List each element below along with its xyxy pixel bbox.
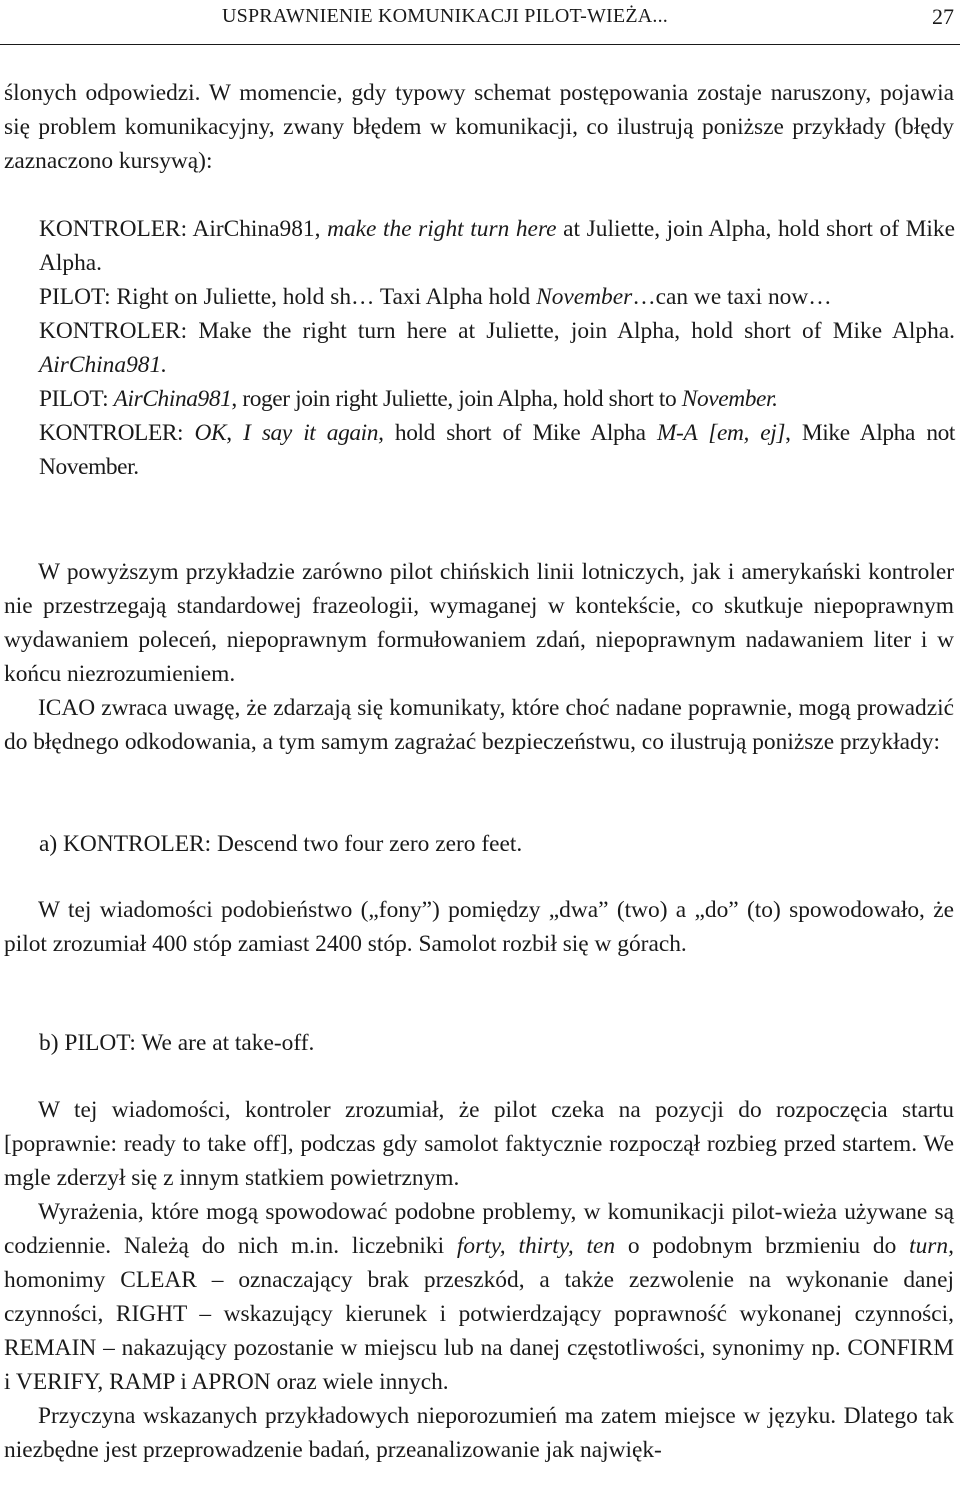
analysis-section	[4, 555, 954, 759]
closing-section	[4, 1093, 954, 1467]
paragraph-6: Przyczyna wskazanych przykładowych nieporozumień ma zatem miejsce w języku. Dlatego tak niezbędne jest przeprowadzenie badań, przeanalizowanie jak najwięk-	[4, 1403, 954, 1463]
dialogue-text: Make the right turn here at Juliette, join Alpha, hold short of Mike Alpha.	[198, 318, 955, 344]
error-italic: November	[536, 284, 633, 310]
paragraph-text: o podobnym brzmieniu do	[627, 1233, 897, 1259]
speaker-label: KONTROLER:	[39, 318, 188, 344]
dialogue-text: ,	[226, 420, 232, 446]
header-title: USPRAWNIENIE KOMUNIKACJI PILOT-WIEŻA...	[222, 5, 668, 27]
intro-text: ślonych odpowiedzi. W momencie, gdy typowy schemat postępowania zostaje naruszony, pojawia się problem komunikacyjny, zwany błędem w komunikacji, co ilustrują poniższe przykłady (błędy zaznaczono kursywą):	[4, 80, 954, 174]
running-header	[0, 0, 960, 46]
dialogue-line-3	[39, 314, 955, 382]
dialogue-line-1	[39, 212, 955, 280]
paragraph-1: W powyższym przykładzie zarówno pilot chińskich linii lotniczych, jak i amerykański kontroler nie przestrzegają standardowej frazeologii, wymaganej w kontekście, co skutkuje niepoprawnym wydawaniem poleceń, niepoprawnym formułowaniem zdań, niepoprawnym nadawaniem liter i w końcu niezrozumieniem.	[4, 559, 954, 687]
error-italic: OK	[194, 420, 227, 446]
dialogue-line-5	[39, 416, 955, 484]
dialogue-line-4	[39, 382, 955, 416]
error-italic: I say it again,	[243, 420, 384, 446]
dialogue-line-2	[39, 280, 955, 314]
page-number: 27	[932, 4, 954, 29]
speaker-label: PILOT:	[39, 386, 109, 412]
dialogue-text: AirChina981,	[192, 216, 321, 242]
paragraph-2: ICAO zwraca uwagę, że zdarzają się komunikaty, które choć nadane poprawnie, mogą prowadzić do błędnego odkodowania, a tym samym zagrażać bezpieczeństwu, co ilustrują poniższe przykłady:	[4, 695, 954, 755]
paragraph-3: W tej wiadomości podobieństwo („fony”) pomiędzy „dwa” (two) a „do” (to) spowodowało, że pilot zrozumiał 400 stóp zamiast 2400 stóp. Samolot rozbił się w górach.	[4, 897, 954, 957]
speaker-label: KONTROLER:	[39, 420, 184, 446]
dialogue-text: Right on Juliette, hold sh… Taxi Alpha hold	[116, 284, 531, 310]
speaker-label: KONTROLER:	[39, 216, 188, 242]
header-rule	[0, 44, 960, 45]
italic-term: turn,	[909, 1233, 954, 1259]
dialogue-text: …can we taxi now…	[632, 284, 832, 310]
paragraph-text: homonimy CLEAR – oznaczający brak przeszkód, a także zezwolenie na wykonanie danej czynności, RIGHT – wskazujący kierunek i potwierdzający poprawność wykonanej czynności, REMAIN – nakazujący pozostanie w miejscu lub na danej częstotliwości, synonimy np. CONFIRM i VERIFY, RAMP i APRON oraz wiele innych.	[4, 1267, 954, 1395]
dialogue-text: at Juliette, join Alpha, hold short of Mike Alpha.	[39, 216, 955, 276]
error-italic: AirChina981	[113, 386, 232, 412]
error-italic: AirChina981.	[39, 352, 168, 378]
paragraph-4: W tej wiadomości, kontroler zrozumiał, że pilot czeka na pozycji do rozpoczęcia startu [poprawnie: ready to take off], podczas gdy samolot faktycznie rozpoczął rozbieg przed startem. We mgle zderzył się z innym statkiem powietrznym.	[4, 1097, 954, 1191]
error-italic: make the right turn here	[327, 216, 557, 242]
dialogue-text: , Mike Alpha not November.	[39, 420, 956, 480]
intro-paragraph	[4, 76, 954, 178]
example-b: b) PILOT: We are at take-off.	[39, 1030, 315, 1056]
error-italic: M-A [em, ej]	[656, 420, 786, 446]
example-a: a) KONTROLER: Descend two four zero zero feet.	[39, 831, 523, 857]
paragraph-3-block	[4, 893, 954, 961]
error-italic: November.	[681, 386, 778, 412]
paragraph-5	[4, 1195, 954, 1399]
dialogue-text: , roger join right Juliette, join Alpha, hold short to	[231, 386, 677, 412]
dialogue-text: hold short of Mike Alpha	[394, 420, 646, 446]
paragraph-text: Wyrażenia, które mogą spowodować podobne problemy, w komunikacji pilot-wieża używane są codziennie. Należą do nich m.in. liczebniki	[4, 1199, 954, 1259]
speaker-label: PILOT:	[39, 284, 111, 310]
italic-term: forty, thirty, ten	[456, 1233, 616, 1259]
dialogue-example-1	[39, 212, 955, 484]
